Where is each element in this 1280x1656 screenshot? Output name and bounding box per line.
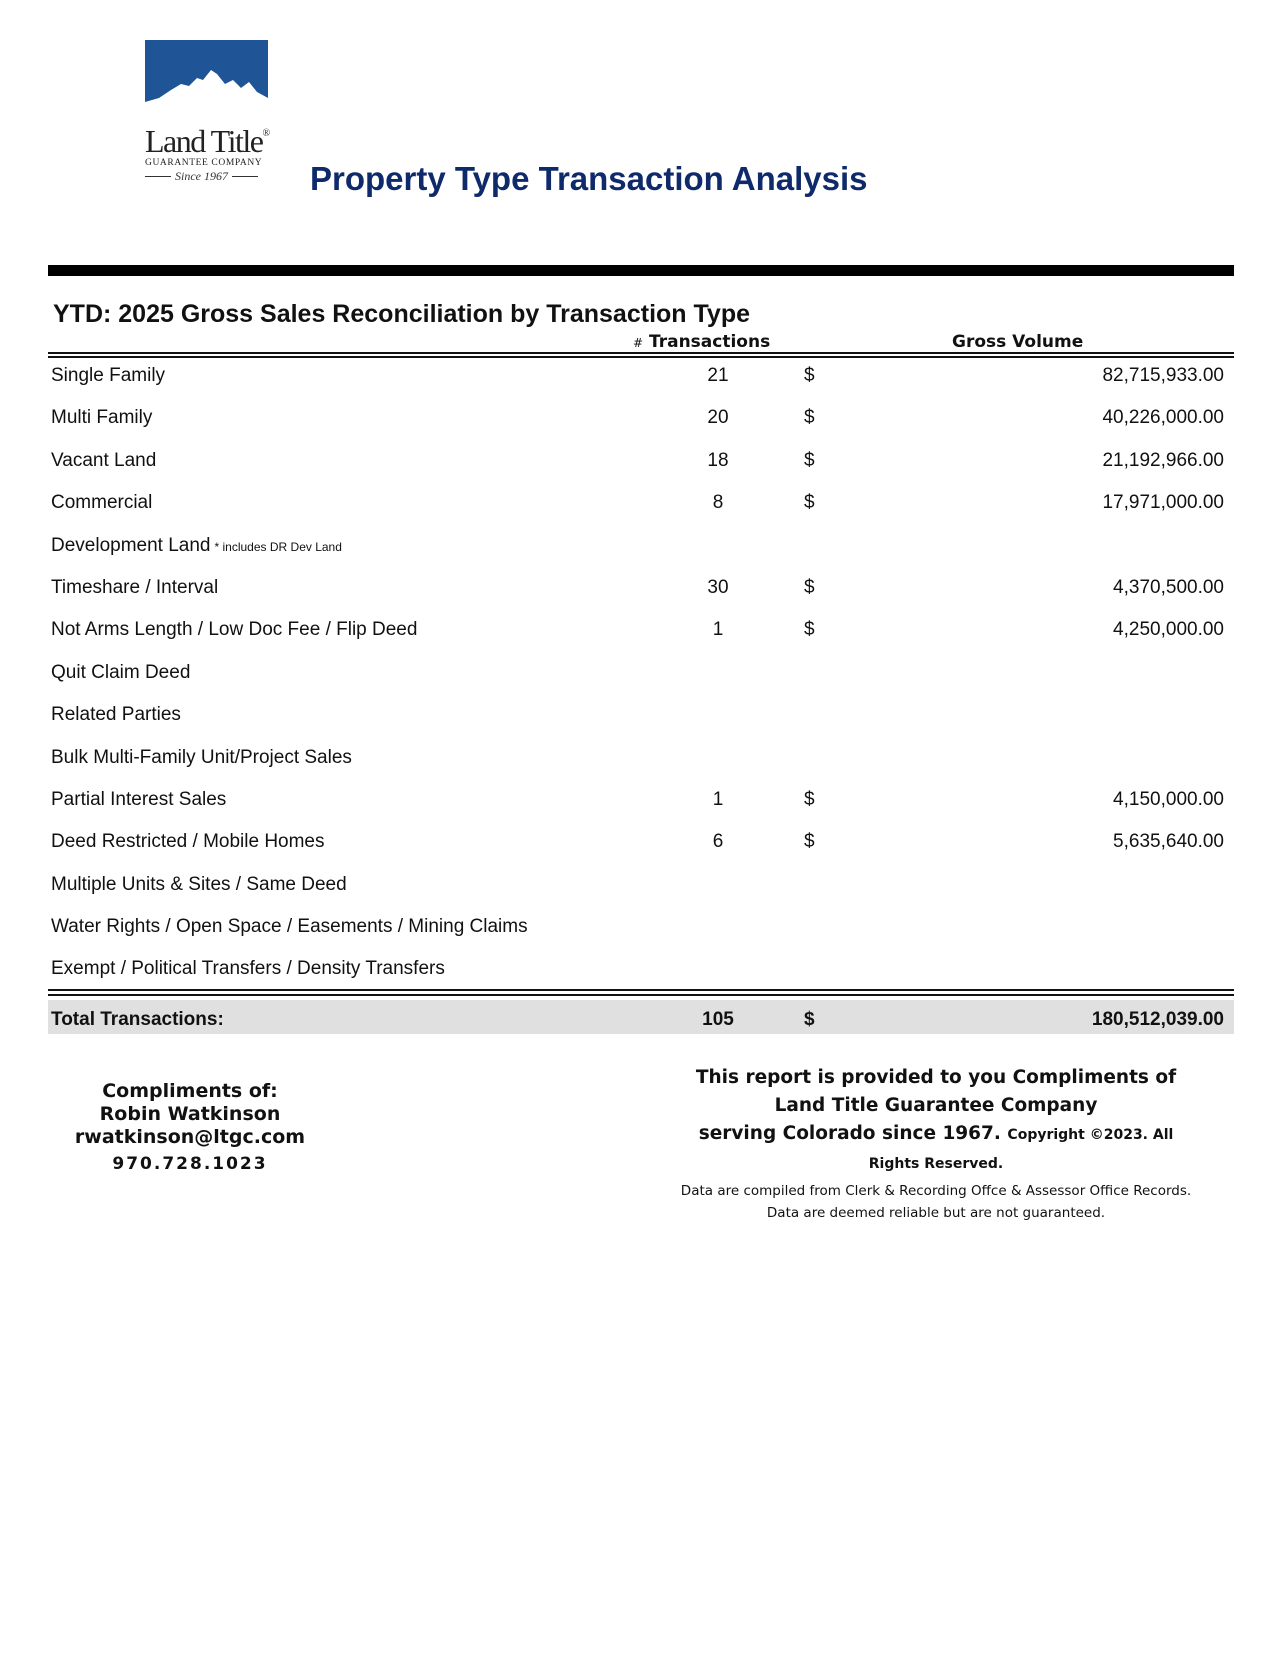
table-row [48, 527, 1234, 569]
row-label: Deed Restricted / Mobile Homes [51, 831, 325, 853]
section-title: YTD: 2025 Gross Sales Reconciliation by Transaction Type [53, 300, 750, 328]
table-row [48, 739, 1234, 781]
agent-name: Robin Watkinson [99, 1103, 281, 1125]
row-label: Commercial [51, 492, 153, 514]
row-label: Multi Family [51, 407, 153, 429]
page-title: Property Type Transaction Analysis [310, 160, 868, 197]
copyright-text: Copyright ©2023. All Rights Reserved. [868, 1127, 1174, 1172]
row-dollar-sign: $ [804, 788, 815, 810]
row-count: 8 [712, 492, 724, 514]
row-count: 20 [707, 407, 729, 429]
row-dollar-sign: $ [804, 449, 815, 471]
row-amount: 17,971,000.00 [1102, 492, 1224, 514]
row-amount: 4,250,000.00 [1113, 619, 1224, 641]
row-amount: 5,635,640.00 [1113, 831, 1224, 853]
table-row [48, 399, 1234, 441]
row-amount: 40,226,000.00 [1102, 407, 1224, 429]
row-label: Development Land * includes DR Dev Land [51, 534, 342, 556]
disclaimer-block [676, 1064, 1196, 1224]
table-row [48, 484, 1234, 526]
disclaimer-line-1: This report is provided to you Compliments of Land Title Guarantee Company [695, 1067, 1177, 1116]
column-header-gross-volume: Gross Volume [952, 332, 1084, 352]
row-amount: 82,715,933.00 [1102, 365, 1224, 386]
transaction-table [48, 357, 1234, 993]
column-header-transactions: # Transactions [633, 332, 771, 352]
row-count: 1 [712, 619, 724, 641]
logo-subtitle: GUARANTEE COMPANY [145, 158, 263, 168]
table-row [48, 866, 1234, 908]
row-dollar-sign: $ [804, 407, 815, 429]
table-row [48, 611, 1234, 653]
row-count: 1 [712, 788, 724, 810]
table-row [48, 823, 1234, 865]
row-amount: 4,370,500.00 [1113, 576, 1224, 598]
disclaimer-line-2: serving Colorado since 1967. Copyright ©2023. All Rights Reserved. [698, 1123, 1174, 1172]
row-dollar-sign: $ [804, 492, 815, 514]
logo-since [145, 169, 275, 184]
logo-since-text: Since 1967 [175, 169, 228, 183]
table-row [48, 950, 1234, 992]
agent-email: rwatkinson@ltgc.com [74, 1126, 306, 1148]
agent-phone: 970.728.1023 [112, 1154, 268, 1174]
header-divider [48, 265, 1234, 276]
divider [232, 176, 258, 177]
row-count: 6 [712, 831, 724, 853]
divider [145, 176, 171, 177]
table-row [48, 781, 1234, 823]
table-row [48, 569, 1234, 611]
table-row [48, 357, 1234, 399]
data-source-note: Data are compiled from Clerk & Recording Offce & Assessor Office Records. Data are deemed reliable but are not guaranteed. [680, 1183, 1192, 1221]
row-label: Multiple Units & Sites / Same Deed [51, 873, 347, 895]
row-label: Water Rights / Open Space / Easements / Mining Claims [51, 916, 528, 938]
row-label: Partial Interest Sales [51, 788, 227, 810]
table-row [48, 654, 1234, 696]
row-label: Bulk Multi-Family Unit/Project Sales [51, 746, 352, 768]
row-label: Vacant Land [51, 449, 157, 471]
company-logo [145, 40, 275, 184]
mountain-logo-icon [145, 40, 268, 115]
row-label: Single Family [51, 365, 166, 386]
row-amount: 4,150,000.00 [1113, 788, 1224, 810]
total-amount: 180,512,039.00 [1091, 1009, 1224, 1030]
row-dollar-sign: $ [804, 576, 815, 598]
row-count: 21 [707, 365, 729, 386]
row-dollar-sign: $ [804, 365, 815, 386]
total-dollar-sign: $ [804, 1009, 815, 1030]
row-label: Not Arms Length / Low Doc Fee / Flip Deed [51, 619, 418, 641]
compliments-heading: Compliments of: [102, 1080, 278, 1102]
row-amount: 21,192,966.00 [1102, 449, 1224, 471]
row-dollar-sign: $ [804, 831, 815, 853]
table-row [48, 442, 1234, 484]
total-count: 105 [702, 1009, 734, 1030]
compliments-block [60, 1080, 320, 1179]
row-count: 30 [707, 576, 729, 598]
row-note: * includes DR Dev Land [214, 539, 342, 554]
row-label: Related Parties [51, 704, 181, 726]
row-count: 18 [707, 449, 729, 471]
total-label: Total Transactions: [51, 1009, 224, 1030]
logo-wordmark: Land Title® [145, 123, 271, 159]
table-row [48, 696, 1234, 738]
row-label: Timeshare / Interval [51, 576, 219, 598]
row-dollar-sign: $ [804, 619, 815, 641]
row-label: Quit Claim Deed [51, 661, 191, 683]
total-row [48, 1000, 1234, 1034]
row-label: Exempt / Political Transfers / Density Transfers [51, 958, 445, 980]
table-footer-rule [48, 989, 1234, 996]
table-row [48, 908, 1234, 950]
